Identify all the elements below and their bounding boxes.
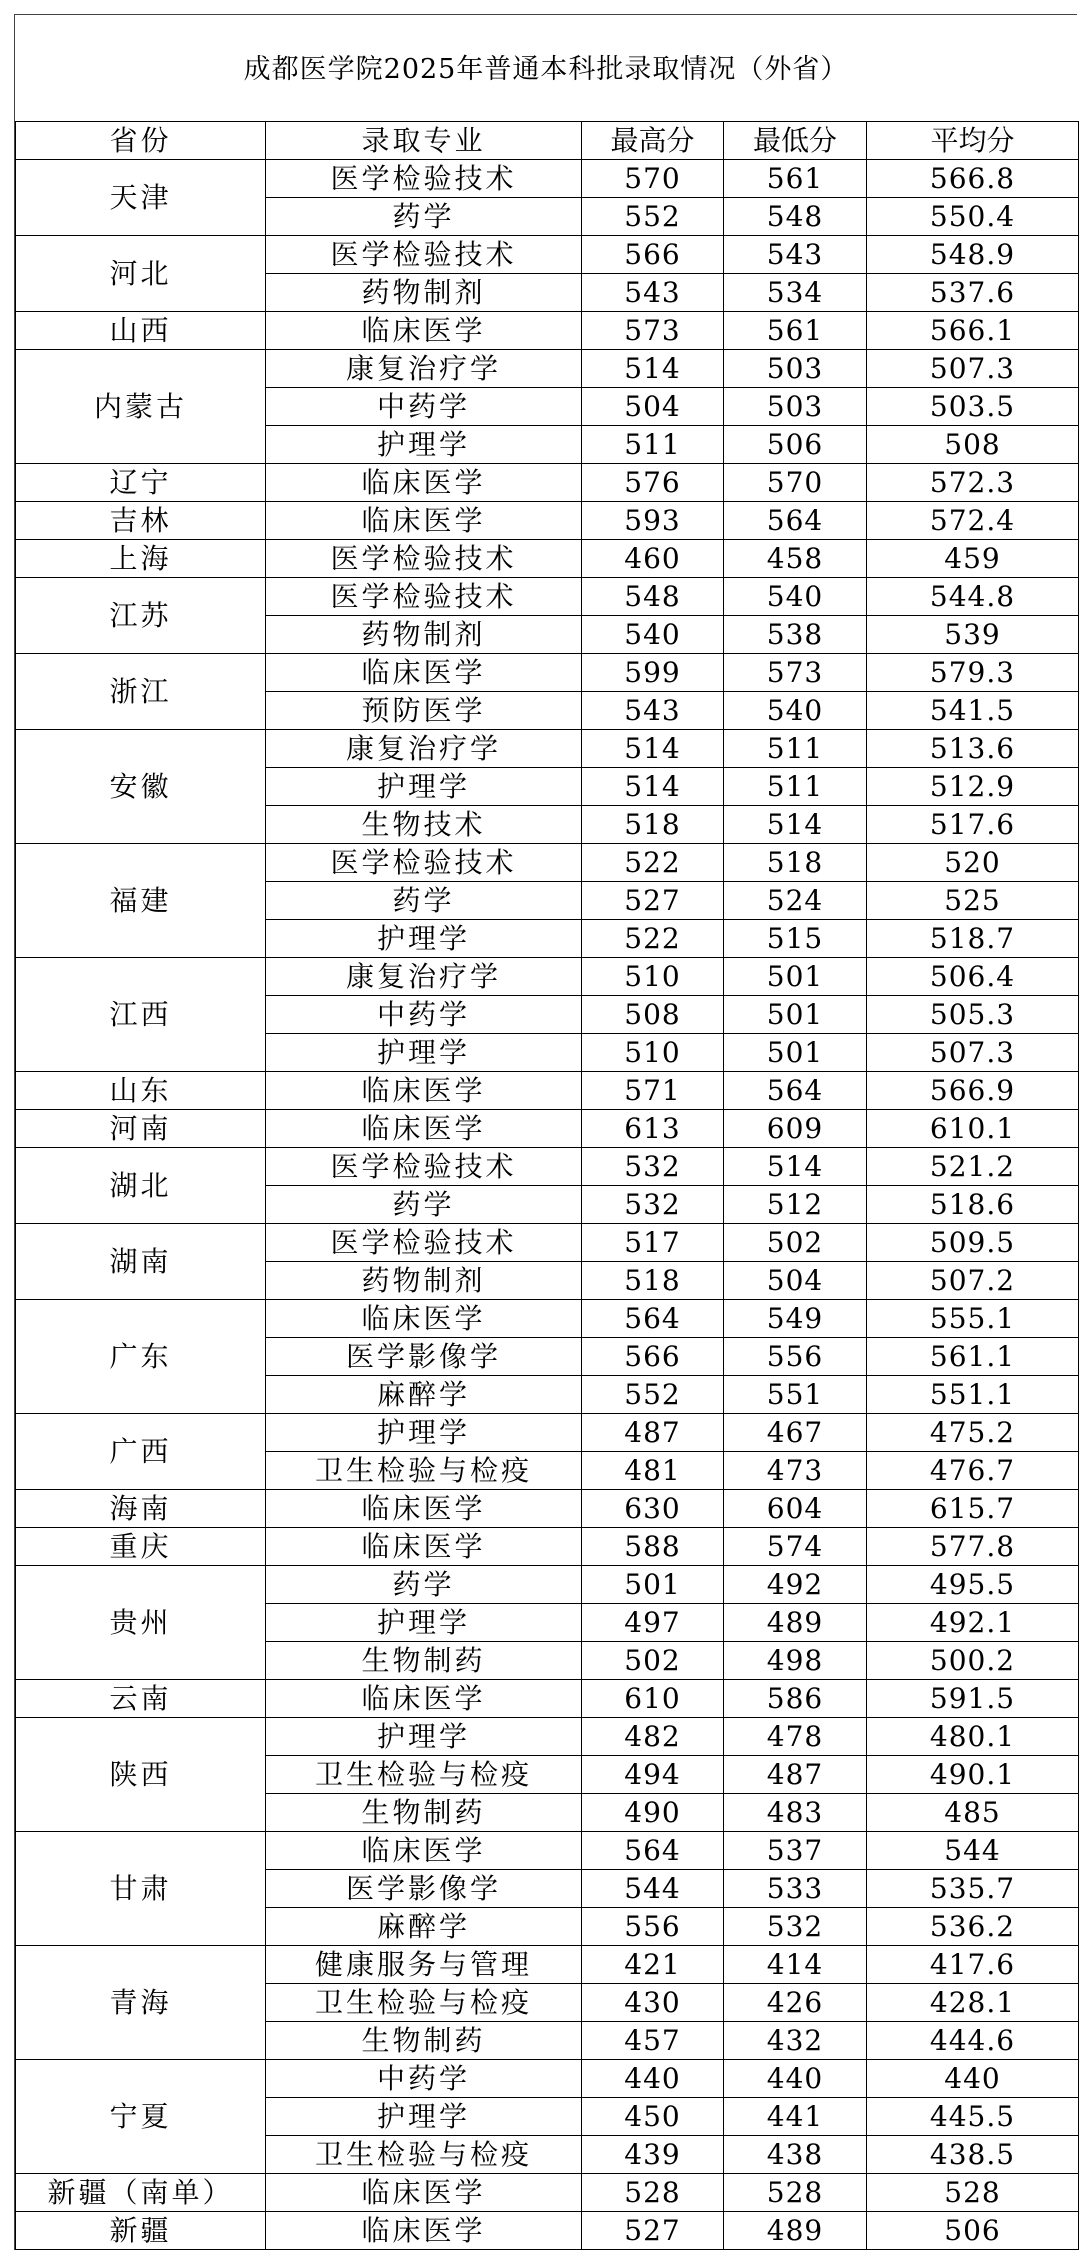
table-body: [16, 160, 1079, 2250]
province-cell: 山西: [16, 312, 266, 350]
table-row: [16, 1566, 1079, 1604]
header-province: 省份: [16, 122, 266, 160]
max-score-cell: 494: [582, 1756, 724, 1794]
min-score-cell: 564: [724, 502, 867, 540]
table-row: [16, 464, 1079, 502]
min-score-cell: 564: [724, 1072, 867, 1110]
province-cell: 海南: [16, 1490, 266, 1528]
avg-score-cell: 503.5: [867, 388, 1079, 426]
min-score-cell: 511: [724, 768, 867, 806]
min-score-cell: 478: [724, 1718, 867, 1756]
table-row: [16, 350, 1079, 388]
min-score-cell: 532: [724, 1908, 867, 1946]
admission-sheet: [14, 14, 1077, 2250]
min-score-cell: 432: [724, 2022, 867, 2060]
min-score-cell: 487: [724, 1756, 867, 1794]
major-cell: 中药学: [266, 2060, 582, 2098]
major-cell: 临床医学: [266, 1680, 582, 1718]
major-cell: 医学检验技术: [266, 160, 582, 198]
min-score-cell: 609: [724, 1110, 867, 1148]
avg-score-cell: 444.6: [867, 2022, 1079, 2060]
major-cell: 护理学: [266, 2098, 582, 2136]
table-row: [16, 1300, 1079, 1338]
major-cell: 临床医学: [266, 1832, 582, 1870]
province-cell: 上海: [16, 540, 266, 578]
avg-score-cell: 591.5: [867, 1680, 1079, 1718]
max-score-cell: 514: [582, 768, 724, 806]
major-cell: 药物制剂: [266, 616, 582, 654]
min-score-cell: 540: [724, 692, 867, 730]
major-cell: 生物制药: [266, 1794, 582, 1832]
min-score-cell: 604: [724, 1490, 867, 1528]
major-cell: 医学检验技术: [266, 540, 582, 578]
max-score-cell: 439: [582, 2136, 724, 2174]
major-cell: 康复治疗学: [266, 958, 582, 996]
avg-score-cell: 480.1: [867, 1718, 1079, 1756]
province-cell: 湖北: [16, 1148, 266, 1224]
max-score-cell: 517: [582, 1224, 724, 1262]
avg-score-cell: 566.8: [867, 160, 1079, 198]
min-score-cell: 503: [724, 388, 867, 426]
max-score-cell: 613: [582, 1110, 724, 1148]
min-score-cell: 501: [724, 958, 867, 996]
min-score-cell: 538: [724, 616, 867, 654]
avg-score-cell: 525: [867, 882, 1079, 920]
max-score-cell: 571: [582, 1072, 724, 1110]
max-score-cell: 510: [582, 1034, 724, 1072]
avg-score-cell: 572.3: [867, 464, 1079, 502]
max-score-cell: 511: [582, 426, 724, 464]
max-score-cell: 610: [582, 1680, 724, 1718]
major-cell: 临床医学: [266, 1072, 582, 1110]
min-score-cell: 534: [724, 274, 867, 312]
avg-score-cell: 579.3: [867, 654, 1079, 692]
major-cell: 护理学: [266, 1604, 582, 1642]
max-score-cell: 527: [582, 882, 724, 920]
max-score-cell: 552: [582, 1376, 724, 1414]
min-score-cell: 537: [724, 1832, 867, 1870]
max-score-cell: 450: [582, 2098, 724, 2136]
header-major: 录取专业: [266, 122, 582, 160]
province-cell: 甘肃: [16, 1832, 266, 1946]
province-cell: 天津: [16, 160, 266, 236]
major-cell: 临床医学: [266, 502, 582, 540]
max-score-cell: 548: [582, 578, 724, 616]
min-score-cell: 515: [724, 920, 867, 958]
avg-score-cell: 550.4: [867, 198, 1079, 236]
max-score-cell: 501: [582, 1566, 724, 1604]
major-cell: 药学: [266, 1566, 582, 1604]
avg-score-cell: 535.7: [867, 1870, 1079, 1908]
min-score-cell: 440: [724, 2060, 867, 2098]
min-score-cell: 501: [724, 1034, 867, 1072]
min-score-cell: 574: [724, 1528, 867, 1566]
max-score-cell: 518: [582, 1262, 724, 1300]
min-score-cell: 540: [724, 578, 867, 616]
major-cell: 医学检验技术: [266, 578, 582, 616]
major-cell: 护理学: [266, 768, 582, 806]
province-cell: 陕西: [16, 1718, 266, 1832]
table-row: [16, 312, 1079, 350]
major-cell: 临床医学: [266, 1528, 582, 1566]
min-score-cell: 543: [724, 236, 867, 274]
avg-score-cell: 551.1: [867, 1376, 1079, 1414]
major-cell: 康复治疗学: [266, 730, 582, 768]
max-score-cell: 528: [582, 2174, 724, 2212]
max-score-cell: 460: [582, 540, 724, 578]
table-row: [16, 2174, 1079, 2212]
max-score-cell: 599: [582, 654, 724, 692]
admission-table: [15, 121, 1079, 2250]
min-score-cell: 414: [724, 1946, 867, 1984]
avg-score-cell: 507.2: [867, 1262, 1079, 1300]
table-row: [16, 844, 1079, 882]
table-row: [16, 958, 1079, 996]
table-row: [16, 2060, 1079, 2098]
max-score-cell: 440: [582, 2060, 724, 2098]
min-score-cell: 489: [724, 2212, 867, 2250]
avg-score-cell: 518.6: [867, 1186, 1079, 1224]
major-cell: 药学: [266, 882, 582, 920]
province-cell: 云南: [16, 1680, 266, 1718]
avg-score-cell: 445.5: [867, 2098, 1079, 2136]
min-score-cell: 514: [724, 1148, 867, 1186]
table-row: [16, 502, 1079, 540]
major-cell: 卫生检验与检疫: [266, 1984, 582, 2022]
max-score-cell: 566: [582, 236, 724, 274]
max-score-cell: 522: [582, 920, 724, 958]
min-score-cell: 483: [724, 1794, 867, 1832]
min-score-cell: 426: [724, 1984, 867, 2022]
major-cell: 卫生检验与检疫: [266, 1756, 582, 1794]
avg-score-cell: 417.6: [867, 1946, 1079, 1984]
max-score-cell: 502: [582, 1642, 724, 1680]
avg-score-cell: 438.5: [867, 2136, 1079, 2174]
table-row: [16, 1832, 1079, 1870]
max-score-cell: 522: [582, 844, 724, 882]
min-score-cell: 570: [724, 464, 867, 502]
major-cell: 麻醉学: [266, 1908, 582, 1946]
table-row: [16, 1490, 1079, 1528]
min-score-cell: 512: [724, 1186, 867, 1224]
major-cell: 健康服务与管理: [266, 1946, 582, 1984]
avg-score-cell: 555.1: [867, 1300, 1079, 1338]
major-cell: 药物制剂: [266, 274, 582, 312]
province-cell: 江苏: [16, 578, 266, 654]
major-cell: 卫生检验与检疫: [266, 2136, 582, 2174]
max-score-cell: 504: [582, 388, 724, 426]
avg-score-cell: 459: [867, 540, 1079, 578]
min-score-cell: 441: [724, 2098, 867, 2136]
min-score-cell: 511: [724, 730, 867, 768]
page-title: 成都医学院2025年普通本科批录取情况（外省）: [243, 53, 849, 85]
major-cell: 护理学: [266, 1034, 582, 1072]
max-score-cell: 576: [582, 464, 724, 502]
max-score-cell: 532: [582, 1186, 724, 1224]
major-cell: 药学: [266, 198, 582, 236]
avg-score-cell: 509.5: [867, 1224, 1079, 1262]
min-score-cell: 573: [724, 654, 867, 692]
major-cell: 临床医学: [266, 2212, 582, 2250]
min-score-cell: 556: [724, 1338, 867, 1376]
province-cell: 重庆: [16, 1528, 266, 1566]
province-cell: 宁夏: [16, 2060, 266, 2174]
table-header-row: [16, 122, 1079, 160]
avg-score-cell: 541.5: [867, 692, 1079, 730]
avg-score-cell: 507.3: [867, 1034, 1079, 1072]
avg-score-cell: 520: [867, 844, 1079, 882]
major-cell: 医学检验技术: [266, 1148, 582, 1186]
max-score-cell: 514: [582, 730, 724, 768]
table-row: [16, 1148, 1079, 1186]
avg-score-cell: 476.7: [867, 1452, 1079, 1490]
avg-score-cell: 506: [867, 2212, 1079, 2250]
major-cell: 生物技术: [266, 806, 582, 844]
avg-score-cell: 492.1: [867, 1604, 1079, 1642]
avg-score-cell: 566.1: [867, 312, 1079, 350]
max-score-cell: 457: [582, 2022, 724, 2060]
min-score-cell: 528: [724, 2174, 867, 2212]
avg-score-cell: 518.7: [867, 920, 1079, 958]
province-cell: 安徽: [16, 730, 266, 844]
avg-score-cell: 615.7: [867, 1490, 1079, 1528]
min-score-cell: 473: [724, 1452, 867, 1490]
max-score-cell: 532: [582, 1148, 724, 1186]
table-row: [16, 654, 1079, 692]
province-cell: 山东: [16, 1072, 266, 1110]
table-row: [16, 1680, 1079, 1718]
table-row: [16, 1718, 1079, 1756]
province-cell: 吉林: [16, 502, 266, 540]
max-score-cell: 566: [582, 1338, 724, 1376]
table-row: [16, 578, 1079, 616]
table-row: [16, 1414, 1079, 1452]
max-score-cell: 556: [582, 1908, 724, 1946]
major-cell: 临床医学: [266, 312, 582, 350]
max-score-cell: 430: [582, 1984, 724, 2022]
avg-score-cell: 536.2: [867, 1908, 1079, 1946]
province-cell: 广东: [16, 1300, 266, 1414]
max-score-cell: 630: [582, 1490, 724, 1528]
major-cell: 临床医学: [266, 654, 582, 692]
min-score-cell: 504: [724, 1262, 867, 1300]
major-cell: 医学影像学: [266, 1338, 582, 1376]
major-cell: 护理学: [266, 920, 582, 958]
header-avg-score: 平均分: [867, 122, 1079, 160]
avg-score-cell: 500.2: [867, 1642, 1079, 1680]
province-cell: 新疆（南单）: [16, 2174, 266, 2212]
table-row: [16, 236, 1079, 274]
max-score-cell: 544: [582, 1870, 724, 1908]
major-cell: 药物制剂: [266, 1262, 582, 1300]
table-row: [16, 1224, 1079, 1262]
avg-score-cell: 577.8: [867, 1528, 1079, 1566]
province-cell: 河北: [16, 236, 266, 312]
table-row: [16, 1528, 1079, 1566]
min-score-cell: 561: [724, 160, 867, 198]
province-cell: 新疆: [16, 2212, 266, 2250]
major-cell: 麻醉学: [266, 1376, 582, 1414]
min-score-cell: 458: [724, 540, 867, 578]
max-score-cell: 564: [582, 1300, 724, 1338]
max-score-cell: 540: [582, 616, 724, 654]
table-row: [16, 540, 1079, 578]
avg-score-cell: 517.6: [867, 806, 1079, 844]
header-max-score: 最高分: [582, 122, 724, 160]
max-score-cell: 527: [582, 2212, 724, 2250]
min-score-cell: 438: [724, 2136, 867, 2174]
province-cell: 河南: [16, 1110, 266, 1148]
avg-score-cell: 521.2: [867, 1148, 1079, 1186]
min-score-cell: 586: [724, 1680, 867, 1718]
province-cell: 江西: [16, 958, 266, 1072]
major-cell: 临床医学: [266, 1110, 582, 1148]
avg-score-cell: 572.4: [867, 502, 1079, 540]
avg-score-cell: 440: [867, 2060, 1079, 2098]
avg-score-cell: 506.4: [867, 958, 1079, 996]
max-score-cell: 593: [582, 502, 724, 540]
major-cell: 临床医学: [266, 464, 582, 502]
major-cell: 临床医学: [266, 1300, 582, 1338]
major-cell: 康复治疗学: [266, 350, 582, 388]
min-score-cell: 502: [724, 1224, 867, 1262]
max-score-cell: 497: [582, 1604, 724, 1642]
table-row: [16, 2212, 1079, 2250]
major-cell: 护理学: [266, 426, 582, 464]
province-cell: 内蒙古: [16, 350, 266, 464]
province-cell: 福建: [16, 844, 266, 958]
min-score-cell: 518: [724, 844, 867, 882]
province-cell: 青海: [16, 1946, 266, 2060]
min-score-cell: 501: [724, 996, 867, 1034]
avg-score-cell: 512.9: [867, 768, 1079, 806]
major-cell: 医学影像学: [266, 1870, 582, 1908]
max-score-cell: 514: [582, 350, 724, 388]
province-cell: 广西: [16, 1414, 266, 1490]
max-score-cell: 518: [582, 806, 724, 844]
min-score-cell: 551: [724, 1376, 867, 1414]
max-score-cell: 421: [582, 1946, 724, 1984]
avg-score-cell: 610.1: [867, 1110, 1079, 1148]
major-cell: 医学检验技术: [266, 236, 582, 274]
avg-score-cell: 539: [867, 616, 1079, 654]
table-row: [16, 1110, 1079, 1148]
avg-score-cell: 495.5: [867, 1566, 1079, 1604]
major-cell: 预防医学: [266, 692, 582, 730]
max-score-cell: 481: [582, 1452, 724, 1490]
header-min-score: 最低分: [724, 122, 867, 160]
max-score-cell: 543: [582, 274, 724, 312]
major-cell: 护理学: [266, 1718, 582, 1756]
min-score-cell: 467: [724, 1414, 867, 1452]
avg-score-cell: 505.3: [867, 996, 1079, 1034]
max-score-cell: 573: [582, 312, 724, 350]
max-score-cell: 543: [582, 692, 724, 730]
major-cell: 医学检验技术: [266, 1224, 582, 1262]
major-cell: 临床医学: [266, 2174, 582, 2212]
major-cell: 生物制药: [266, 1642, 582, 1680]
max-score-cell: 552: [582, 198, 724, 236]
avg-score-cell: 548.9: [867, 236, 1079, 274]
max-score-cell: 510: [582, 958, 724, 996]
avg-score-cell: 544: [867, 1832, 1079, 1870]
major-cell: 医学检验技术: [266, 844, 582, 882]
max-score-cell: 564: [582, 1832, 724, 1870]
avg-score-cell: 528: [867, 2174, 1079, 2212]
avg-score-cell: 537.6: [867, 274, 1079, 312]
major-cell: 药学: [266, 1186, 582, 1224]
min-score-cell: 503: [724, 350, 867, 388]
min-score-cell: 549: [724, 1300, 867, 1338]
major-cell: 中药学: [266, 996, 582, 1034]
province-cell: 湖南: [16, 1224, 266, 1300]
max-score-cell: 570: [582, 160, 724, 198]
avg-score-cell: 507.3: [867, 350, 1079, 388]
table-row: [16, 1946, 1079, 1984]
avg-score-cell: 508: [867, 426, 1079, 464]
max-score-cell: 487: [582, 1414, 724, 1452]
major-cell: 生物制药: [266, 2022, 582, 2060]
max-score-cell: 482: [582, 1718, 724, 1756]
min-score-cell: 548: [724, 198, 867, 236]
table-row: [16, 730, 1079, 768]
min-score-cell: 524: [724, 882, 867, 920]
avg-score-cell: 561.1: [867, 1338, 1079, 1376]
avg-score-cell: 485: [867, 1794, 1079, 1832]
major-cell: 临床医学: [266, 1490, 582, 1528]
major-cell: 中药学: [266, 388, 582, 426]
province-cell: 浙江: [16, 654, 266, 730]
min-score-cell: 506: [724, 426, 867, 464]
min-score-cell: 492: [724, 1566, 867, 1604]
avg-score-cell: 475.2: [867, 1414, 1079, 1452]
avg-score-cell: 490.1: [867, 1756, 1079, 1794]
min-score-cell: 498: [724, 1642, 867, 1680]
min-score-cell: 514: [724, 806, 867, 844]
max-score-cell: 508: [582, 996, 724, 1034]
table-row: [16, 1072, 1079, 1110]
province-cell: 辽宁: [16, 464, 266, 502]
max-score-cell: 490: [582, 1794, 724, 1832]
min-score-cell: 561: [724, 312, 867, 350]
province-cell: 贵州: [16, 1566, 266, 1680]
avg-score-cell: 428.1: [867, 1984, 1079, 2022]
min-score-cell: 533: [724, 1870, 867, 1908]
avg-score-cell: 513.6: [867, 730, 1079, 768]
max-score-cell: 588: [582, 1528, 724, 1566]
avg-score-cell: 566.9: [867, 1072, 1079, 1110]
table-row: [16, 160, 1079, 198]
avg-score-cell: 544.8: [867, 578, 1079, 616]
major-cell: 卫生检验与检疫: [266, 1452, 582, 1490]
major-cell: 护理学: [266, 1414, 582, 1452]
min-score-cell: 489: [724, 1604, 867, 1642]
